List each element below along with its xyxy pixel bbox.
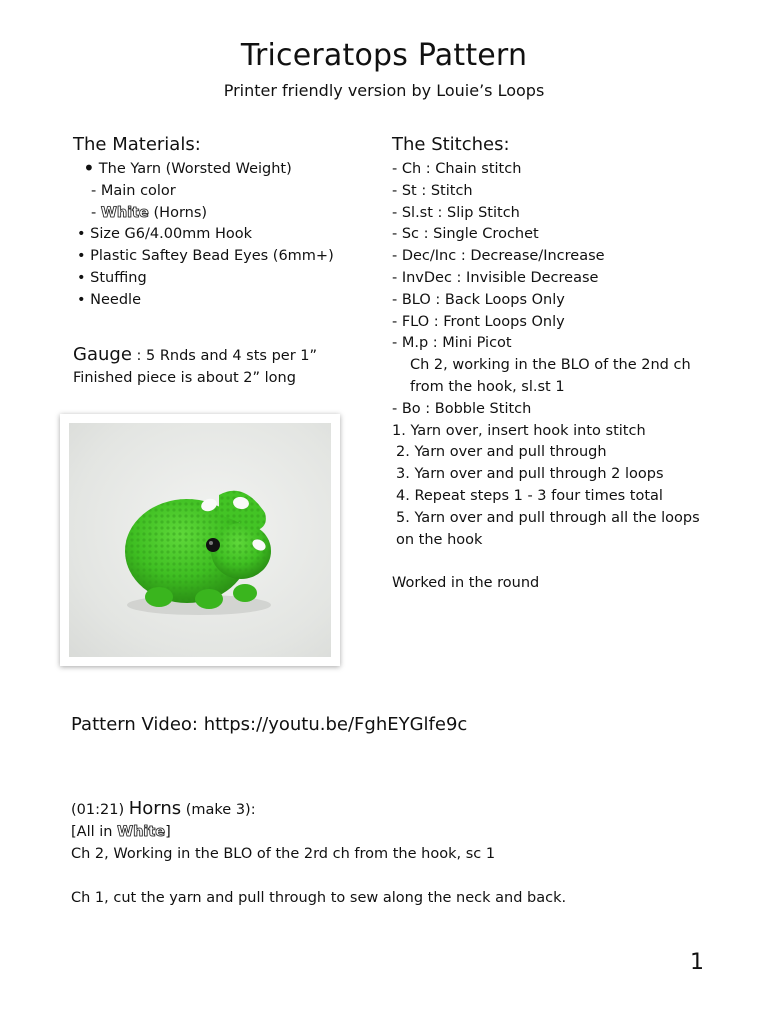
horns-section [71,798,711,909]
worked-note: Worked in the round [392,575,540,592]
materials-heading: The Materials: [73,134,201,155]
page-title: Triceratops Pattern [240,38,528,73]
bullet-icon: • [83,156,95,180]
materials-list [73,156,373,312]
horns-make: (make 3): [181,802,256,818]
stitch-item: - Bo : Bobble Stitch [392,400,532,417]
stitch-item: - Dec/Inc : Decrease/Increase [392,248,605,265]
material-main-color: - Main color [91,182,176,199]
gauge-finished: Finished piece is about 2” long [73,369,296,386]
horns-color-suffix: ] [165,824,171,840]
white-prefix: - [91,204,101,221]
material-yarn [73,156,373,181]
stitch-item: - Ch : Chain stitch [392,161,522,177]
picot-description: Ch 2, working in the BLO of the 2nd ch [410,357,691,374]
horns-step: Ch 1, cut the yarn and pull through to sew along the neck and back. [71,890,567,906]
stitch-item: - St : Stitch [392,182,473,199]
gauge-label: Gauge [73,344,132,365]
horns-color-prefix: [All in [71,824,118,840]
bobble-step: 3. Yarn over and pull through 2 loops [396,466,664,483]
gauge-section [73,344,373,390]
triceratops-photo [69,423,331,657]
horns-label: Horns [128,798,182,819]
stitches-list [392,159,732,595]
material-stuffing: • Stuffing [77,269,147,286]
material-hook: • Size G6/4.00mm Hook [77,226,253,243]
stitch-item: - FLO : Front Loops Only [392,313,565,330]
horns-step: Ch 2, Working in the BLO of the 2rd ch from the hook, sc 1 [71,846,496,862]
horns-color-note [71,821,711,843]
stitches-section [392,134,732,595]
material-eyes: • Plastic Saftey Bead Eyes (6mm+) [77,248,334,265]
white-suffix: (Horns) [148,204,208,221]
page-subtitle: Printer friendly version by Louie’s Loops [223,81,545,100]
gauge-text: : 5 Rnds and 4 sts per 1” [131,348,318,364]
spacer [71,865,711,887]
stitch-item: - InvDec : Invisible Decrease [392,269,599,286]
bobble-step: on the hook [396,531,483,548]
page-number: 1 [690,950,704,975]
stitch-item: - BLO : Back Loops Only [392,291,565,308]
bobble-step: 1. Yarn over, insert hook into stitch [392,422,646,439]
stitch-item: - M.p : Mini Picot [392,335,512,352]
material-white [73,203,373,225]
spacer [392,551,732,573]
stitch-item: - Sc : Single Crochet [392,226,539,243]
bobble-step: 4. Repeat steps 1 - 3 four times total [396,487,663,504]
bobble-step: 5. Yarn over and pull through all the loops [396,509,700,526]
horns-heading [71,798,711,821]
materials-section [73,134,373,312]
material-needle: • Needle [77,291,142,308]
horns-time: (01:21) [71,802,129,818]
picot-description: from the hook, sl.st 1 [410,378,565,395]
stitch-item: - Sl.st : Slip Stitch [392,204,520,221]
gauge-line [73,344,373,368]
white-word: White [117,824,166,840]
white-word: White [100,204,149,221]
bobble-step: 2. Yarn over and pull through [396,444,607,461]
pattern-video-link[interactable]: Pattern Video: https://youtu.be/FghEYGlfe9c [71,714,468,735]
triceratops-toy-image [69,423,331,657]
photo-frame [60,414,340,666]
stitches-heading: The Stitches: [392,134,510,155]
material-yarn-label: The Yarn (Worsted Weight) [98,161,292,177]
